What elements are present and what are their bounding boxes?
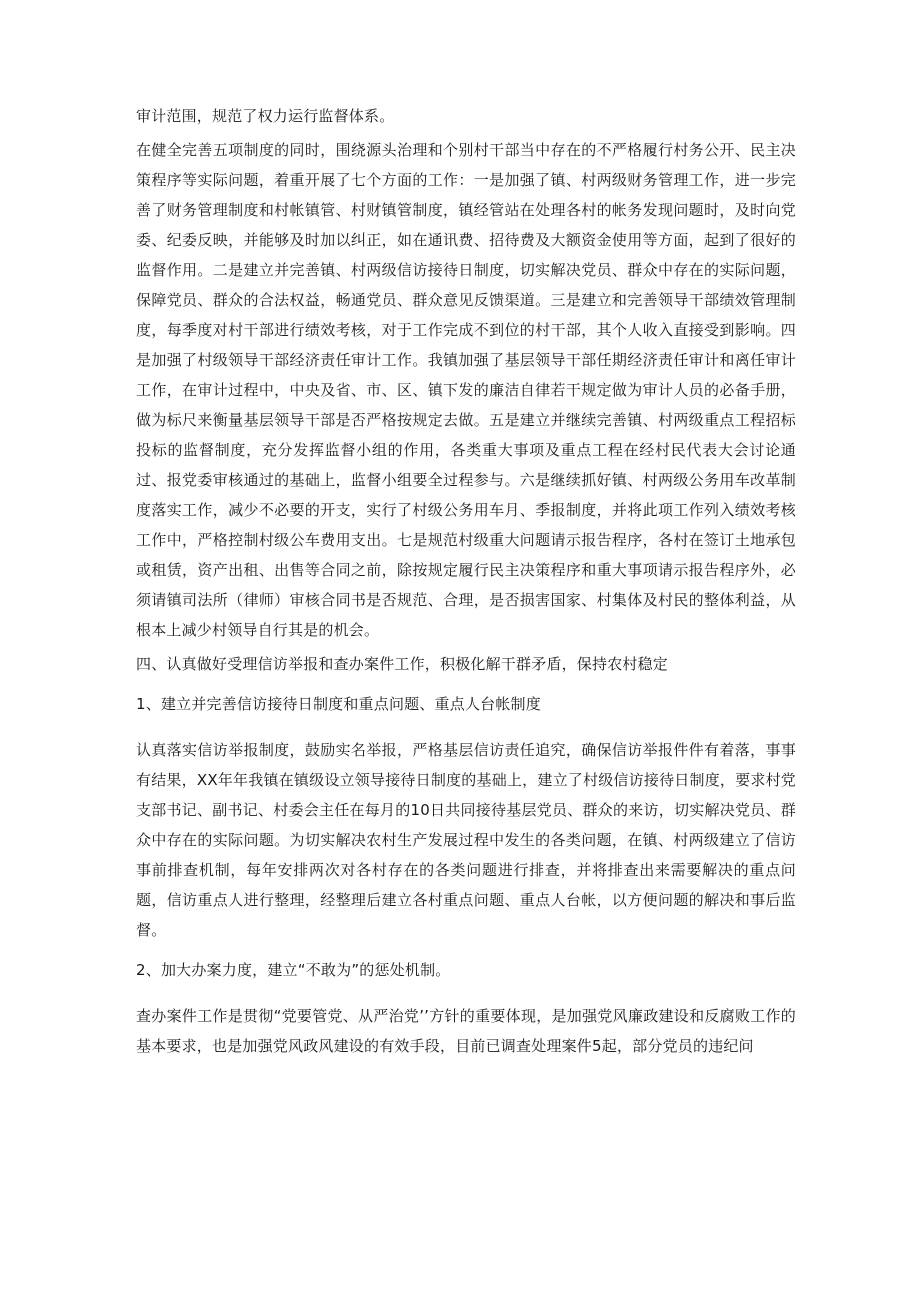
paragraph-audit-scope: 审计范围，规范了权力运行监督体系。 — [136, 107, 395, 125]
paragraph-petition-system: 认真落实信访举报制度，鼓励实名举报，严格基层信访责任追究，确保信访举报件件有着落，事事有结果，XX年年我镇在镇级设立领导接待日制度的基础上，建立了村级信访接待日制度，要求村党支部书记、副书记、村委会主任在每月的10日共同接待基层党员、群众的来访，切实解决党员、群众中存在的实际问题。为切实解决农村生产发展过程中发生的各类问题，在镇、村两级建立了信访事前排查机制，每年安排两次对各村存在的各类问题进行排查，并将排查出来需要解决的重点问题，信访重点人进行整理，经整理后建立各村重点问题、重点人台帐，以方便问题的解决和事后监督。 — [136, 741, 796, 939]
paragraph-case-handling: 查办案件工作是贯彻“党要管党、从严治党’’方针的重要体现，是加强党风廉政建设和反腐败工作的基本要求，也是加强党风政风建设的有效手段，目前已调查处理案件5起，部分党员的违纪问 — [136, 1007, 796, 1055]
document-body — [136, 101, 796, 1061]
subheading-two: 2、加大办案力度，建立“不敢为”的惩处机制。 — [136, 961, 451, 979]
subheading-one: 1、建立并完善信访接待日制度和重点问题、重点人台帐制度 — [136, 695, 541, 713]
paragraph-seven-measures: 在健全完善五项制度的同时，围绕源头治理和个别村干部当中存在的不严格履行村务公开、民主决策程序等实际问题，着重开展了七个方面的工作：一是加强了镇、村两级财务管理工作，进一步完善了财务管理制度和村帐镇管、村财镇管制度，镇经管站在处理各村的帐务发现问题时，及时向党委、纪委反映，并能够及时加以纠正，如在通讯费、招待费及大额资金使用等方面，起到了很好的监督作用。二是建立并完善镇、村两级信访接待日制度，切实解决党员、群众中存在的实际问题，保障党员、群众的合法权益，畅通党员、群众意见反馈渠道。三是建立和完善领导干部绩效管理制度，每季度对村干部进行绩效考核，对于工作完成不到位的村干部，其个人收入直接受到影响。四是加强了村级领导干部经济责任审计工作。我镇加强了基层领导干部任期经济责任审计和离任审计工作，在审计过程中，中央及省、市、区、镇下发的廉洁自律若干规定做为审计人员的必备手册，做为标尺来衡量基层领导干部是否严格按规定去做。五是建立并继续完善镇、村两级重点工程招标投标的监督制度，充分发挥监督小组的作用，各类重大事项及重点工程在经村民代表大会讨论通过、报党委审核通过的基础上，监督小组要全过程参与。六是继续抓好镇、村两级公务用车改革制度落实工作，减少不必要的开支，实行了村级公务用车月、季报制度，并将此项工作列入绩效考核工作中，严格控制村级公车费用支出。七是规范村级重大问题请示报告程序，各村在签订土地承包或租赁，资产出租、出售等合同之前，除按规定履行民主决策程序和重大事项请示报告程序外，必须请镇司法所（律师）审核合同书是否规范、合理，是否损害国家、村集体及村民的整体利益，从根本上减少村领导自行其是的机会。 — [136, 141, 796, 639]
section-heading-four: 四、认真做好受理信访举报和查办案件工作，积极化解干群矛盾，保持农村稳定 — [136, 655, 669, 673]
